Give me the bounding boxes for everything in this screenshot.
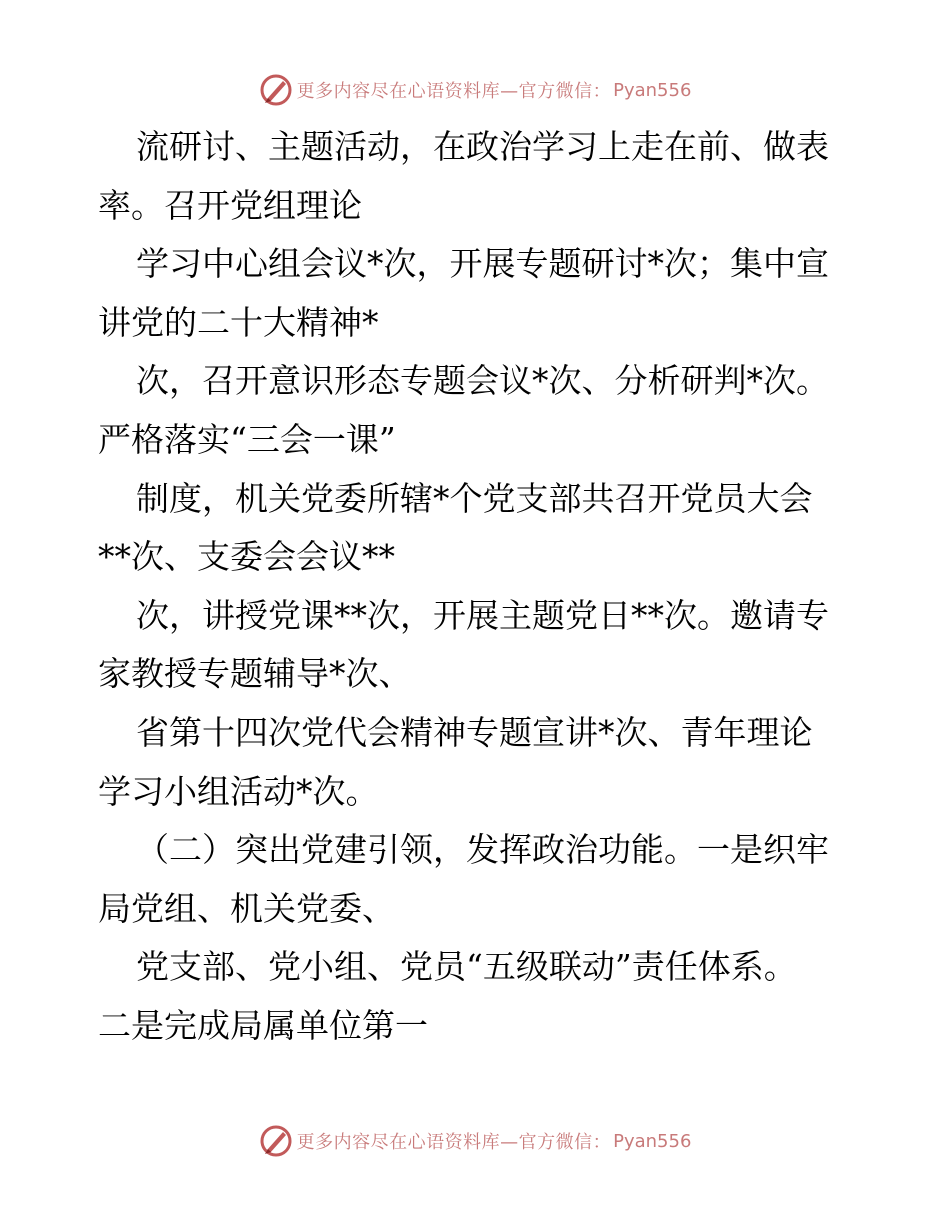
text-line: （二）突出党建引领，发挥政治功能。一是织牢: [136, 830, 829, 870]
watermark-text: 更多内容尽在心语资料库—官方微信：: [296, 1132, 612, 1153]
watermark-id: Pyan556: [613, 79, 692, 101]
text-line: 次，召开意识形态专题会议*次、分析研判*次。: [136, 361, 829, 401]
watermark-text: 更多内容尽在心语资料库—官方微信：: [296, 81, 612, 102]
text-line: 学习小组活动*次。: [98, 771, 379, 811]
text-line: 二是完成局属单位第一: [98, 1005, 428, 1045]
text-line: 严格落实“三会一课”: [98, 419, 396, 459]
pen-logo-icon: [259, 1124, 293, 1158]
pen-logo-icon: [259, 73, 293, 107]
watermark-id: Pyan556: [613, 1130, 692, 1152]
header-watermark: [0, 70, 950, 110]
text-line: 次，讲授党课**次，开展主题党日**次。邀请专: [136, 595, 829, 635]
text-line: 省第十四次党代会精神专题宣讲*次、青年理论: [136, 712, 813, 752]
text-line: 党支部、党小组、党员“五级联动”责任体系。: [136, 947, 797, 987]
text-line: 家教授专题辅导*次、: [98, 654, 412, 694]
text-line: 学习中心组会议*次，开展专题研讨*次；集中宣: [136, 244, 829, 284]
text-line: 制度，机关党委所辖*个党支部共召开党员大会: [136, 478, 813, 518]
text-line: 讲党的二十大精神*: [98, 302, 379, 342]
text-line: 率。召开党组理论: [98, 185, 362, 225]
document-body: [98, 118, 858, 1056]
text-line: 局党组、机关党委、: [98, 888, 395, 928]
text-line: **次、支委会会议**: [98, 537, 395, 577]
footer-watermark: [0, 1121, 950, 1161]
text-line: 流研讨、主题活动，在政治学习上走在前、做表: [136, 127, 829, 166]
